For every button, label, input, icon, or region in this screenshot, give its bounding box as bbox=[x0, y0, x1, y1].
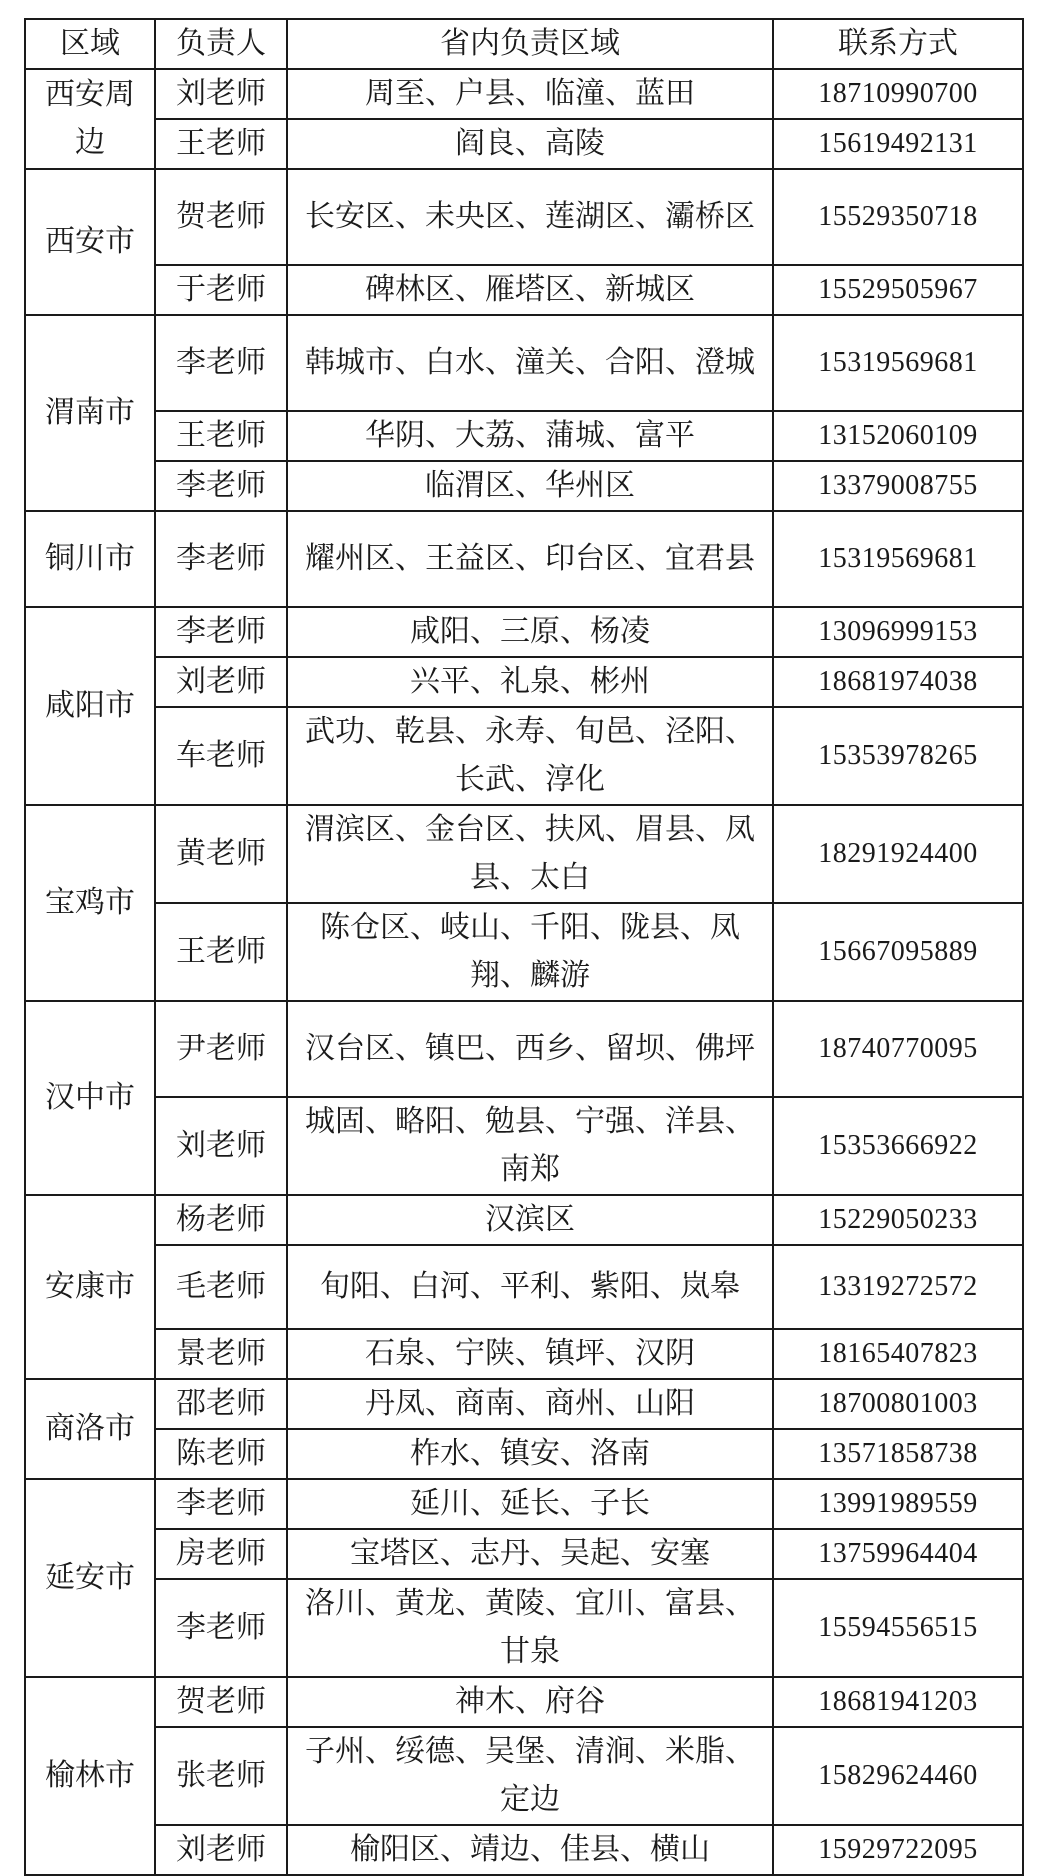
table-row bbox=[25, 1379, 1023, 1429]
area-cell: 丹凤、商南、商州、山阳 bbox=[287, 1379, 773, 1429]
area-cell: 延川、延长、子长 bbox=[287, 1479, 773, 1529]
phone-cell: 18165407823 bbox=[773, 1329, 1023, 1379]
person-cell: 王老师 bbox=[155, 903, 287, 1001]
table-row bbox=[25, 1429, 1023, 1479]
phone-cell: 18700801003 bbox=[773, 1379, 1023, 1429]
table-row bbox=[25, 1001, 1023, 1097]
phone-cell: 18681941203 bbox=[773, 1677, 1023, 1727]
table-row bbox=[25, 903, 1023, 1001]
table-row bbox=[25, 657, 1023, 707]
phone-cell: 15619492131 bbox=[773, 119, 1023, 169]
phone-cell: 15829624460 bbox=[773, 1727, 1023, 1825]
area-cell: 韩城市、白水、潼关、合阳、澄城 bbox=[287, 315, 773, 411]
area-cell: 石泉、宁陕、镇坪、汉阴 bbox=[287, 1329, 773, 1379]
phone-cell: 13759964404 bbox=[773, 1529, 1023, 1579]
person-cell: 李老师 bbox=[155, 461, 287, 511]
table-row bbox=[25, 1677, 1023, 1727]
area-cell: 临渭区、华州区 bbox=[287, 461, 773, 511]
person-cell: 房老师 bbox=[155, 1529, 287, 1579]
area-cell: 武功、乾县、永寿、旬邑、泾阳、长武、淳化 bbox=[287, 707, 773, 805]
table-row bbox=[25, 169, 1023, 265]
table-row bbox=[25, 1529, 1023, 1579]
region-cell: 西安市 bbox=[25, 169, 155, 315]
person-cell: 刘老师 bbox=[155, 69, 287, 119]
person-cell: 景老师 bbox=[155, 1329, 287, 1379]
area-cell: 耀州区、王益区、印台区、宜君县 bbox=[287, 511, 773, 607]
region-cell: 宝鸡市 bbox=[25, 805, 155, 1001]
phone-cell: 13319272572 bbox=[773, 1245, 1023, 1329]
region-cell: 榆林市 bbox=[25, 1677, 155, 1875]
area-cell: 咸阳、三原、杨凌 bbox=[287, 607, 773, 657]
person-cell: 李老师 bbox=[155, 315, 287, 411]
table-row bbox=[25, 1579, 1023, 1677]
table-row bbox=[25, 265, 1023, 315]
table-row bbox=[25, 607, 1023, 657]
table-row bbox=[25, 411, 1023, 461]
table-row bbox=[25, 315, 1023, 411]
region-cell: 商洛市 bbox=[25, 1379, 155, 1479]
person-cell: 尹老师 bbox=[155, 1001, 287, 1097]
table-row bbox=[25, 1195, 1023, 1245]
header-phone: 联系方式 bbox=[773, 19, 1023, 69]
area-cell: 城固、略阳、勉县、宁强、洋县、南郑 bbox=[287, 1097, 773, 1195]
phone-cell: 15353978265 bbox=[773, 707, 1023, 805]
region-cell: 延安市 bbox=[25, 1479, 155, 1677]
person-cell: 刘老师 bbox=[155, 657, 287, 707]
area-cell: 汉滨区 bbox=[287, 1195, 773, 1245]
table-row bbox=[25, 1479, 1023, 1529]
phone-cell: 15353666922 bbox=[773, 1097, 1023, 1195]
area-cell: 神木、府谷 bbox=[287, 1677, 773, 1727]
area-cell: 华阴、大荔、蒲城、富平 bbox=[287, 411, 773, 461]
person-cell: 邵老师 bbox=[155, 1379, 287, 1429]
person-cell: 王老师 bbox=[155, 411, 287, 461]
person-cell: 陈老师 bbox=[155, 1429, 287, 1479]
person-cell: 于老师 bbox=[155, 265, 287, 315]
area-cell: 洛川、黄龙、黄陵、宜川、富县、甘泉 bbox=[287, 1579, 773, 1677]
contact-table bbox=[24, 18, 1024, 1876]
table-row bbox=[25, 1727, 1023, 1825]
area-cell: 旬阳、白河、平利、紫阳、岚皋 bbox=[287, 1245, 773, 1329]
phone-cell: 18681974038 bbox=[773, 657, 1023, 707]
table-row bbox=[25, 69, 1023, 119]
table-row bbox=[25, 1097, 1023, 1195]
person-cell: 李老师 bbox=[155, 607, 287, 657]
phone-cell: 15594556515 bbox=[773, 1579, 1023, 1677]
phone-cell: 13991989559 bbox=[773, 1479, 1023, 1529]
phone-cell: 18710990700 bbox=[773, 69, 1023, 119]
area-cell: 子州、绥德、吴堡、清涧、米脂、定边 bbox=[287, 1727, 773, 1825]
area-cell: 宝塔区、志丹、吴起、安塞 bbox=[287, 1529, 773, 1579]
phone-cell: 18740770095 bbox=[773, 1001, 1023, 1097]
table-row bbox=[25, 1329, 1023, 1379]
region-cell: 咸阳市 bbox=[25, 607, 155, 805]
area-cell: 柞水、镇安、洛南 bbox=[287, 1429, 773, 1479]
person-cell: 贺老师 bbox=[155, 169, 287, 265]
table-row bbox=[25, 707, 1023, 805]
phone-cell: 15929722095 bbox=[773, 1825, 1023, 1875]
phone-cell: 13379008755 bbox=[773, 461, 1023, 511]
table-row bbox=[25, 805, 1023, 903]
person-cell: 李老师 bbox=[155, 1579, 287, 1677]
header-area: 省内负责区域 bbox=[287, 19, 773, 69]
header-person: 负责人 bbox=[155, 19, 287, 69]
area-cell: 碑林区、雁塔区、新城区 bbox=[287, 265, 773, 315]
area-cell: 陈仓区、岐山、千阳、陇县、凤翔、麟游 bbox=[287, 903, 773, 1001]
region-cell: 铜川市 bbox=[25, 511, 155, 607]
person-cell: 张老师 bbox=[155, 1727, 287, 1825]
header-region: 区域 bbox=[25, 19, 155, 69]
person-cell: 车老师 bbox=[155, 707, 287, 805]
phone-cell: 15529505967 bbox=[773, 265, 1023, 315]
phone-cell: 18291924400 bbox=[773, 805, 1023, 903]
person-cell: 刘老师 bbox=[155, 1097, 287, 1195]
table-row bbox=[25, 1245, 1023, 1329]
table-row bbox=[25, 119, 1023, 169]
phone-cell: 13152060109 bbox=[773, 411, 1023, 461]
phone-cell: 15319569681 bbox=[773, 315, 1023, 411]
phone-cell: 15667095889 bbox=[773, 903, 1023, 1001]
table-row bbox=[25, 461, 1023, 511]
region-cell: 汉中市 bbox=[25, 1001, 155, 1195]
region-cell: 渭南市 bbox=[25, 315, 155, 511]
person-cell: 李老师 bbox=[155, 511, 287, 607]
area-cell: 长安区、未央区、莲湖区、灞桥区 bbox=[287, 169, 773, 265]
person-cell: 杨老师 bbox=[155, 1195, 287, 1245]
area-cell: 榆阳区、靖边、佳县、横山 bbox=[287, 1825, 773, 1875]
person-cell: 刘老师 bbox=[155, 1825, 287, 1875]
phone-cell: 15229050233 bbox=[773, 1195, 1023, 1245]
person-cell: 毛老师 bbox=[155, 1245, 287, 1329]
phone-cell: 15529350718 bbox=[773, 169, 1023, 265]
area-cell: 周至、户县、临潼、蓝田 bbox=[287, 69, 773, 119]
phone-cell: 13096999153 bbox=[773, 607, 1023, 657]
phone-cell: 13571858738 bbox=[773, 1429, 1023, 1479]
header-row bbox=[25, 19, 1023, 69]
person-cell: 李老师 bbox=[155, 1479, 287, 1529]
area-cell: 阎良、高陵 bbox=[287, 119, 773, 169]
person-cell: 贺老师 bbox=[155, 1677, 287, 1727]
region-cell: 安康市 bbox=[25, 1195, 155, 1379]
phone-cell: 15319569681 bbox=[773, 511, 1023, 607]
person-cell: 王老师 bbox=[155, 119, 287, 169]
area-cell: 渭滨区、金台区、扶风、眉县、凤县、太白 bbox=[287, 805, 773, 903]
table-row bbox=[25, 1825, 1023, 1875]
region-cell: 西安周边 bbox=[25, 69, 155, 169]
table-row bbox=[25, 511, 1023, 607]
area-cell: 汉台区、镇巴、西乡、留坝、佛坪 bbox=[287, 1001, 773, 1097]
area-cell: 兴平、礼泉、彬州 bbox=[287, 657, 773, 707]
person-cell: 黄老师 bbox=[155, 805, 287, 903]
